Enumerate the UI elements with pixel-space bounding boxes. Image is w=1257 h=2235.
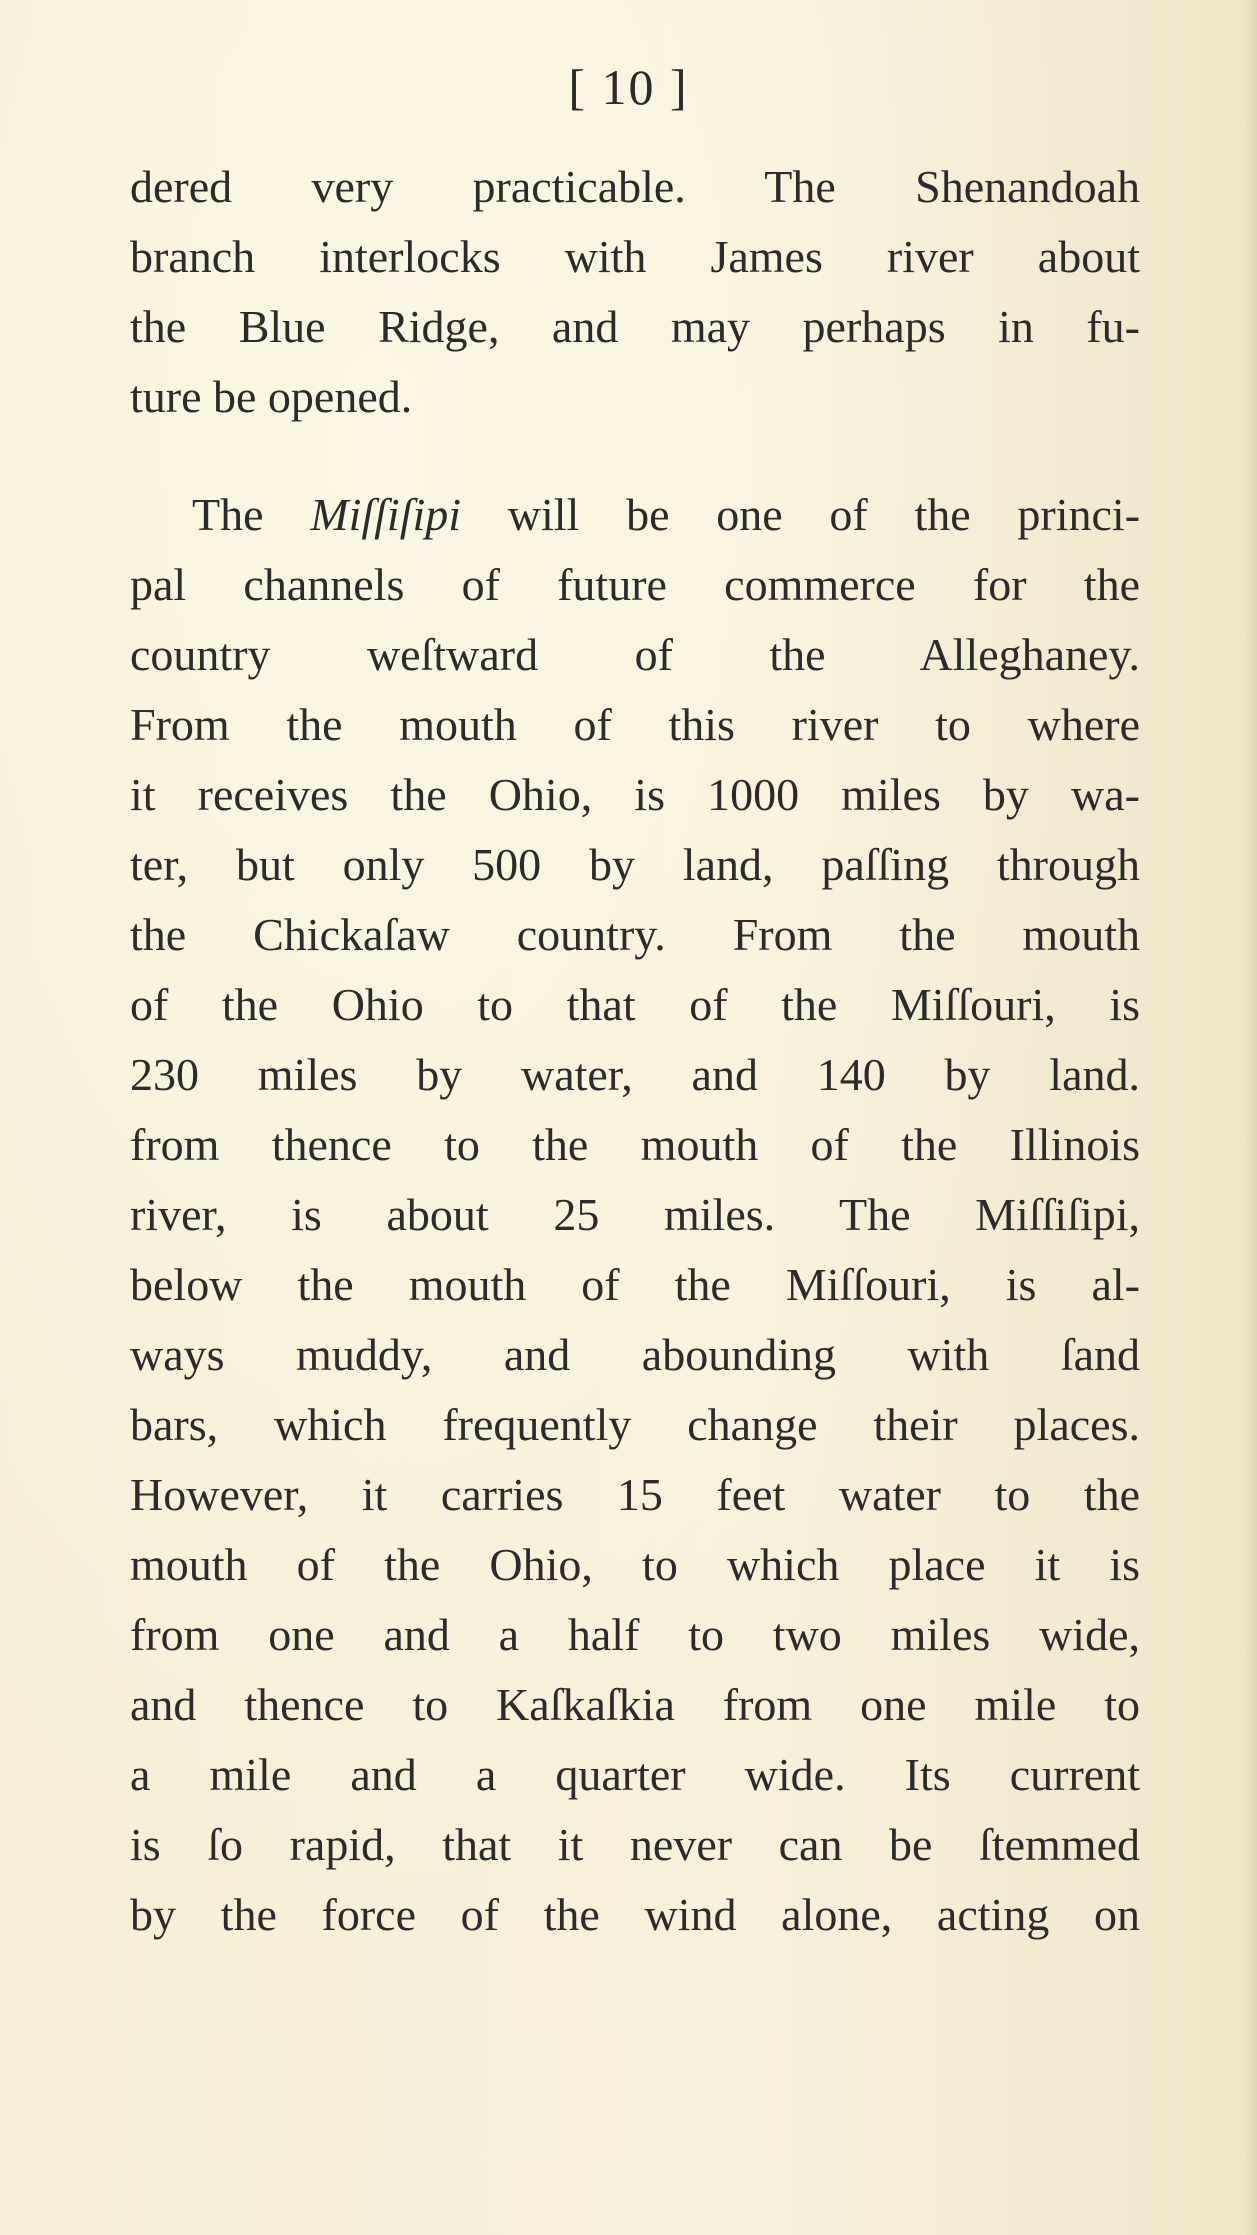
paragraph-1 xyxy=(130,152,1140,432)
text-line: mouth of the Ohio, to which place it is xyxy=(130,1539,1140,1590)
text-line: river, is about 25 miles. The Miſſiſipi, xyxy=(130,1189,1140,1240)
text-line: the Chickaſaw country. From the mouth xyxy=(130,909,1140,960)
text-span: The xyxy=(192,489,264,540)
text-span: will be one of the princi- xyxy=(507,489,1141,540)
body-text xyxy=(130,152,1140,1950)
text-line: a mile and a quarter wide. Its current xyxy=(130,1749,1140,1800)
page-edge-shadow xyxy=(1243,0,1257,2235)
text-line: and thence to Kaſkaſkia from one mile to xyxy=(130,1679,1140,1730)
text-line: ture be opened. xyxy=(130,371,413,422)
text-line: is ſo rapid, that it never can be ſtemmed xyxy=(130,1819,1140,1870)
text-line: below the mouth of the Miſſouri, is al- xyxy=(130,1259,1140,1310)
text-line: from thence to the mouth of the Illinois xyxy=(130,1119,1140,1170)
text-line: country weſtward of the Alleghaney. xyxy=(130,629,1140,680)
text-line: of the Ohio to that of the Miſſouri, is xyxy=(130,979,1140,1030)
text-line: pal channels of future commerce for the xyxy=(130,559,1140,610)
text-line: bars, which frequently change their places. xyxy=(130,1399,1140,1450)
text-line: branch interlocks with James river about xyxy=(130,231,1140,282)
text-line: From the mouth of this river to where xyxy=(130,699,1140,750)
text-line: 230 miles by water, and 140 by land. xyxy=(130,1049,1140,1100)
text-line: dered very practicable. The Shenandoah xyxy=(130,161,1140,212)
text-line: However, it carries 15 feet water to the xyxy=(130,1469,1140,1520)
text-line: by the force of the wind alone, acting on xyxy=(130,1889,1140,1940)
text-line: ter, but only 500 by land, paſſing through xyxy=(130,839,1140,890)
text-line: the Blue Ridge, and may perhaps in fu- xyxy=(130,301,1140,352)
italic-word: Miſſiſipi xyxy=(310,489,462,540)
page-number: [ 10 ] xyxy=(568,59,689,115)
text-line: it receives the Ohio, is 1000 miles by wa- xyxy=(130,769,1140,820)
text-line: from one and a half to two miles wide, xyxy=(130,1609,1140,1660)
paragraph-gap xyxy=(130,432,1140,480)
text-line: ways muddy, and abounding with ſand xyxy=(130,1329,1140,1380)
text-line xyxy=(130,480,1140,550)
paragraph-2 xyxy=(130,480,1140,1950)
